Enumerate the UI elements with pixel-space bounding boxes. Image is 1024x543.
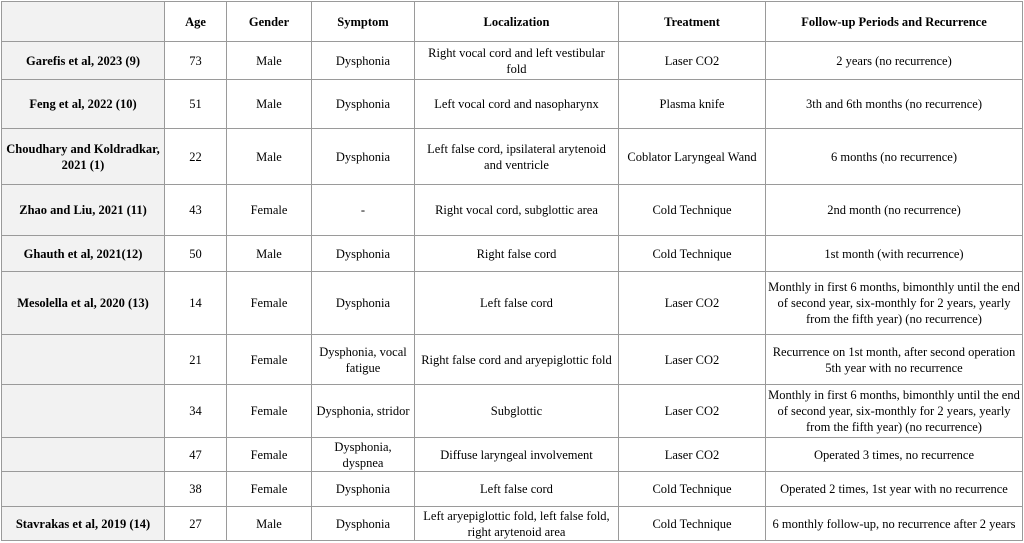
cell-treatment: Laser CO2 [619,42,766,80]
cell-treatment: Laser CO2 [619,272,766,335]
table-row [2,335,1023,385]
cell-gender: Female [227,472,312,507]
cell-gender: Female [227,385,312,438]
cell-study: Zhao and Liu, 2021 (11) [2,185,165,236]
cell-gender: Female [227,438,312,472]
cell-followup: 1st month (with recurrence) [766,236,1023,272]
cell-gender: Male [227,42,312,80]
table-row [2,185,1023,236]
cell-localization: Left false cord [415,472,619,507]
cell-age: 47 [165,438,227,472]
cell-gender: Male [227,236,312,272]
table-row [2,438,1023,472]
cell-symptom: Dysphonia, dyspnea [312,438,415,472]
cell-symptom: Dysphonia [312,472,415,507]
cell-age: 27 [165,507,227,541]
header-age: Age [165,2,227,42]
cell-localization: Right vocal cord, subglottic area [415,185,619,236]
cell-followup: 2nd month (no recurrence) [766,185,1023,236]
cell-localization: Left vocal cord and nasopharynx [415,80,619,129]
cell-treatment: Laser CO2 [619,335,766,385]
cell-study: Garefis et al, 2023 (9) [2,42,165,80]
cell-followup: Monthly in first 6 months, bimonthly until the end of second year, six-monthly for 2 years, yearly from the fifth year) (no recurrence) [766,385,1023,438]
header-symptom: Symptom [312,2,415,42]
cell-localization: Right vocal cord and left vestibular fold [415,42,619,80]
cell-localization: Diffuse laryngeal involvement [415,438,619,472]
cell-treatment: Plasma knife [619,80,766,129]
cell-age: 14 [165,272,227,335]
cell-study: Feng et al, 2022 (10) [2,80,165,129]
table-row [2,80,1023,129]
table-row [2,129,1023,185]
cell-study: Ghauth et al, 2021(12) [2,236,165,272]
cell-study: Mesolella et al, 2020 (13) [2,272,165,335]
cell-treatment: Cold Technique [619,507,766,541]
cell-symptom: - [312,185,415,236]
header-study [2,2,165,42]
table-row [2,272,1023,335]
cell-followup: 6 months (no recurrence) [766,129,1023,185]
cell-localization: Right false cord and aryepiglottic fold [415,335,619,385]
table-row [2,236,1023,272]
cell-age: 38 [165,472,227,507]
cell-study: Stavrakas et al, 2019 (14) [2,507,165,541]
header-localization: Localization [415,2,619,42]
cell-followup: Recurrence on 1st month, after second operation 5th year with no recurrence [766,335,1023,385]
cell-study [2,472,165,507]
table-row [2,472,1023,507]
cell-study [2,438,165,472]
cell-symptom: Dysphonia [312,272,415,335]
header-treatment: Treatment [619,2,766,42]
cell-localization: Left false cord, ipsilateral arytenoid and ventricle [415,129,619,185]
cell-treatment: Cold Technique [619,472,766,507]
cell-age: 51 [165,80,227,129]
header-gender: Gender [227,2,312,42]
cell-localization: Subglottic [415,385,619,438]
cell-symptom: Dysphonia [312,42,415,80]
cell-treatment: Coblator Laryngeal Wand [619,129,766,185]
cell-symptom: Dysphonia, vocal fatigue [312,335,415,385]
cell-gender: Male [227,507,312,541]
cell-age: 43 [165,185,227,236]
literature-table [1,1,1023,541]
header-followup: Follow-up Periods and Recurrence [766,2,1023,42]
cell-treatment: Laser CO2 [619,438,766,472]
cell-gender: Male [227,80,312,129]
cell-symptom: Dysphonia [312,129,415,185]
cell-symptom: Dysphonia [312,80,415,129]
cell-followup: Monthly in first 6 months, bimonthly until the end of second year, six-monthly for 2 years, yearly from the fifth year) (no recurrence) [766,272,1023,335]
cell-treatment: Cold Technique [619,236,766,272]
cell-gender: Female [227,185,312,236]
cell-symptom: Dysphonia [312,236,415,272]
cell-followup: Operated 2 times, 1st year with no recurrence [766,472,1023,507]
cell-age: 34 [165,385,227,438]
cell-treatment: Laser CO2 [619,385,766,438]
cell-followup: Operated 3 times, no recurrence [766,438,1023,472]
cell-symptom: Dysphonia [312,507,415,541]
cell-age: 73 [165,42,227,80]
cell-age: 21 [165,335,227,385]
table-row [2,507,1023,541]
cell-followup: 3th and 6th months (no recurrence) [766,80,1023,129]
cell-localization: Left false cord [415,272,619,335]
cell-symptom: Dysphonia, stridor [312,385,415,438]
cell-age: 22 [165,129,227,185]
cell-localization: Right false cord [415,236,619,272]
cell-followup: 6 monthly follow-up, no recurrence after 2 years [766,507,1023,541]
cell-localization: Left aryepiglottic fold, left false fold, right arytenoid area [415,507,619,541]
cell-gender: Female [227,335,312,385]
cell-study: Choudhary and Koldradkar, 2021 (1) [2,129,165,185]
header-row [2,2,1023,42]
table-row [2,385,1023,438]
cell-age: 50 [165,236,227,272]
table-row [2,42,1023,80]
cell-followup: 2 years (no recurrence) [766,42,1023,80]
cell-gender: Male [227,129,312,185]
cell-gender: Female [227,272,312,335]
cell-study [2,385,165,438]
cell-study [2,335,165,385]
cell-treatment: Cold Technique [619,185,766,236]
